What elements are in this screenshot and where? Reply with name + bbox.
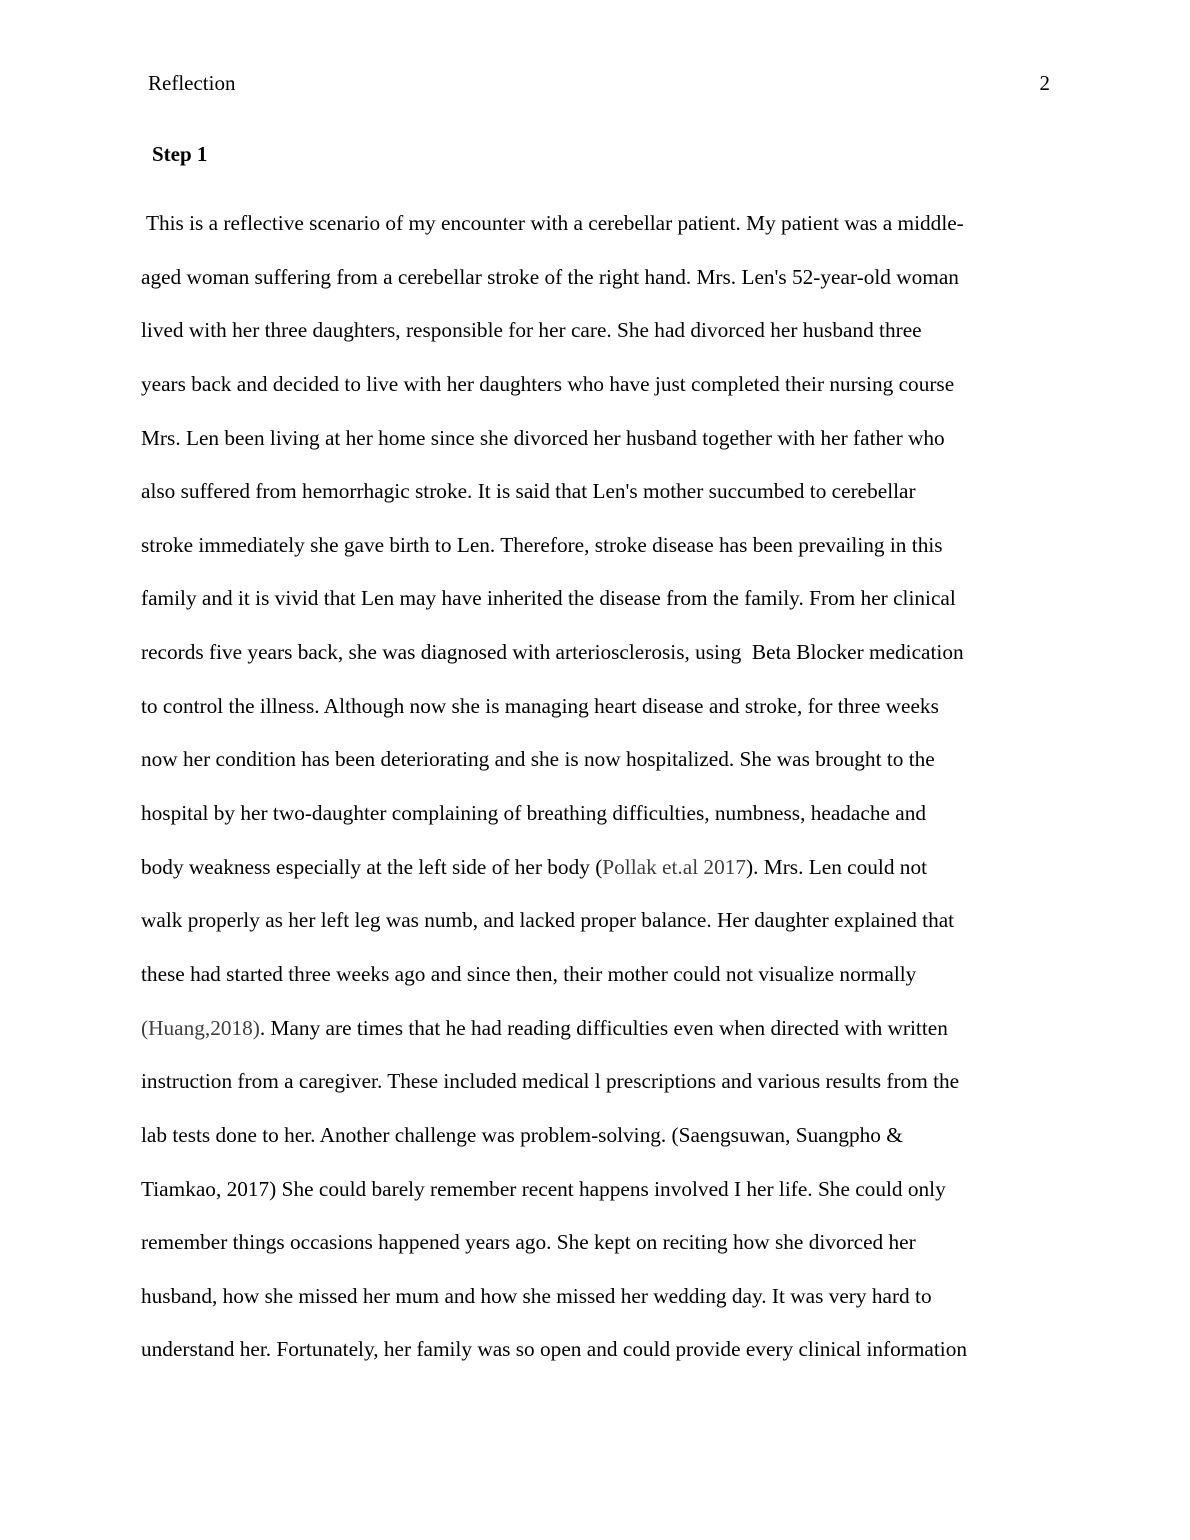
text-line (141, 746, 1061, 800)
text-line (141, 1122, 1061, 1176)
text-segment: aged woman suffering from a cerebellar stroke of the right hand. Mrs. Len's 52-year-old woman (141, 264, 959, 289)
text-segment: lived with her three daughters, responsible for her care. She had divorced her husband three (141, 318, 922, 343)
text-line (141, 264, 1061, 318)
text-segment: understand her. Fortunately, her family was so open and could provide every clinical information (141, 1337, 968, 1362)
text-segment: records five years back, she was diagnosed with arteriosclerosis, using Beta Blocker medication (141, 640, 964, 665)
text-segment: stroke immediately she gave birth to Len. Therefore, stroke disease has been prevailing in this (141, 532, 943, 557)
text-segment: to control the illness. Although now she is managing heart disease and stroke, for three weeks (141, 693, 939, 718)
text-segment: lab tests done to her. Another challenge was problem-solving. (Saengsuwan, Suangpho & (141, 1122, 903, 1147)
text-segment: husband, how she missed her mum and how she missed her wedding day. It was very hard to (141, 1283, 932, 1308)
text-line (141, 1015, 1061, 1069)
text-segment: Mrs. Len been living at her home since she divorced her husband together with her father who (141, 425, 945, 450)
text-segment: family and it is vivid that Len may have inherited the disease from the family. From her clinical (141, 586, 956, 611)
text-line (141, 800, 1061, 854)
body-paragraph (141, 210, 1061, 1390)
text-line (141, 371, 1061, 425)
text-line (141, 478, 1061, 532)
text-line (141, 1336, 1061, 1390)
text-line (141, 532, 1061, 586)
text-line (141, 1283, 1061, 1337)
page-number: 2 (1039, 71, 1050, 95)
text-segment: Tiamkao, 2017) She could barely remember recent happens involved I her life. She could only (141, 1176, 946, 1201)
text-segment: ). Mrs. Len could not (746, 854, 928, 879)
text-line (141, 210, 1061, 264)
text-line (141, 1176, 1061, 1230)
text-line (141, 585, 1061, 639)
text-line (141, 854, 1061, 908)
text-segment: body weakness especially at the left side of her body ( (141, 854, 603, 879)
text-line (141, 907, 1061, 961)
section-heading: Step 1 (152, 142, 208, 166)
citation: (Huang,2018) (141, 1015, 260, 1040)
text-line (141, 1229, 1061, 1283)
text-segment: hospital by her two-daughter complaining of breathing difficulties, numbness, headache and (141, 801, 927, 826)
text-segment: also suffered from hemorrhagic stroke. It is said that Len's mother succumbed to cerebellar (141, 479, 916, 504)
text-line (141, 693, 1061, 747)
text-segment: walk properly as her left leg was numb, and lacked proper balance. Her daughter explained that (141, 908, 955, 933)
text-segment: now her condition has been deteriorating and she is now hospitalized. She was brought to the (141, 747, 935, 772)
text-segment: instruction from a caregiver. These included medical l prescriptions and various results from the (141, 1069, 960, 1094)
text-segment: remember things occasions happened years ago. She kept on reciting how she divorced her (141, 1230, 916, 1255)
text-line (141, 961, 1061, 1015)
text-line (141, 317, 1061, 371)
text-line (141, 1068, 1061, 1122)
text-line (141, 639, 1061, 693)
text-segment: years back and decided to live with her daughters who have just completed their nursing course (141, 371, 955, 396)
text-segment: . Many are times that he had reading difficulties even when directed with written (259, 1015, 948, 1040)
text-line (141, 425, 1061, 479)
running-head-title: Reflection (148, 71, 236, 95)
text-segment: This is a reflective scenario of my encounter with a cerebellar patient. My patient was a middle- (141, 211, 964, 235)
text-segment: these had started three weeks ago and since then, their mother could not visualize normally (141, 961, 917, 986)
citation: Pollak et.al 2017 (602, 854, 747, 879)
